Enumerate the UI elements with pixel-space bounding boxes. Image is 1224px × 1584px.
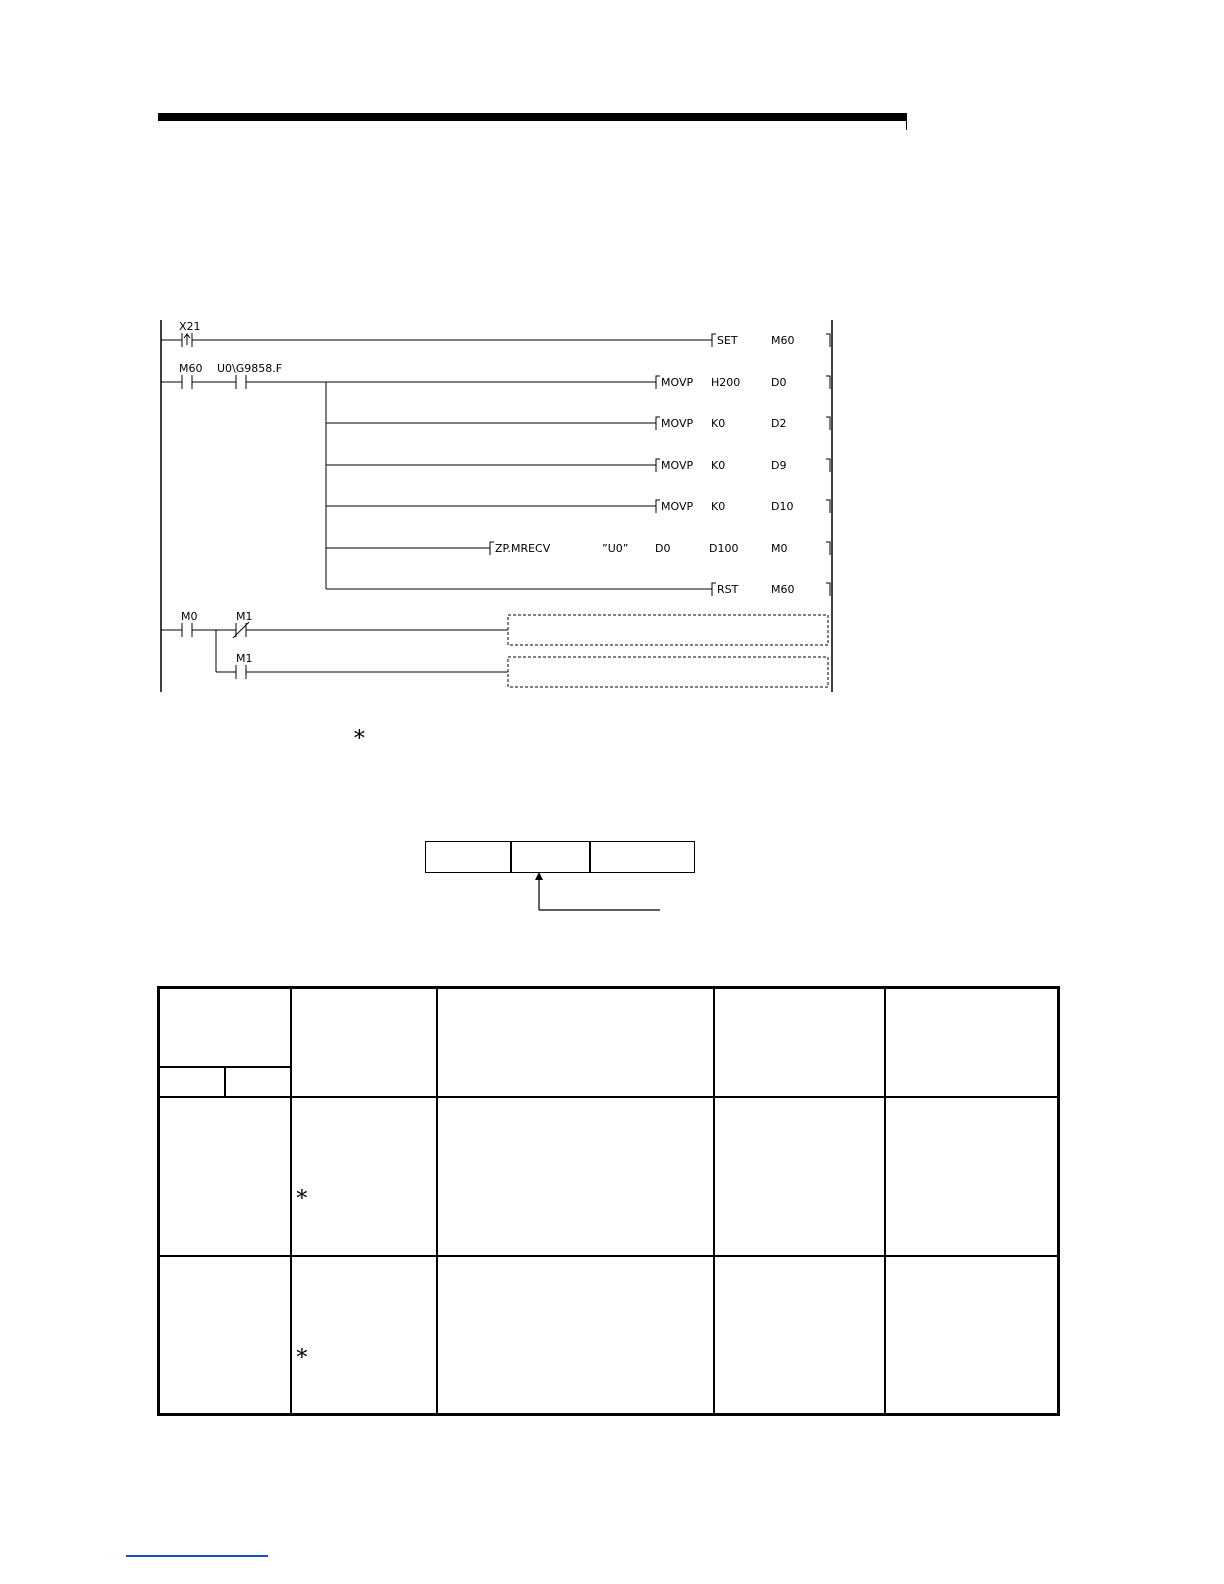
instr-arg: D0 [655,542,671,555]
instr-arg: H200 [711,376,741,389]
instr-arg: D9 [771,459,787,472]
m0-label: M0 [181,610,198,623]
note-asterisk: ∗ [352,722,367,747]
x21-label: X21 [179,320,201,333]
m1-nc-label: M1 [236,610,253,623]
dashed-output-box-2 [508,657,828,687]
dashed-output-box-1 [508,615,828,645]
table-header-row [159,988,1059,1098]
u0-g9858-label: U0\G9858.F [217,362,283,375]
instr-arg: K0 [711,500,726,513]
instruction-movp-d10 [656,500,830,513]
pointer-arrow [530,870,665,915]
table-cell [885,1097,1059,1256]
instruction-movp-d9 [656,459,830,472]
m1-no-label: M1 [236,652,253,665]
instr-arg: D0 [771,376,787,389]
table-cell [714,1097,885,1256]
header-cell [159,988,291,1098]
instr-arg: D2 [771,417,787,430]
header-subcell-right [224,1066,290,1096]
instr-op: RST [717,583,739,596]
segment-divider-1 [510,842,512,872]
table-cell [885,1256,1059,1415]
table-row [159,1097,1059,1256]
table-cell [291,1256,437,1415]
ladder-diagram [150,310,840,695]
row2-asterisk: ∗ [294,1340,310,1366]
instr-op: ZP.MRECV [495,542,551,555]
instr-op: MOVP [661,417,694,430]
instr-arg: K0 [711,417,726,430]
rung-2 [161,362,712,589]
instr-arg: D100 [709,542,739,555]
table-cell [437,1256,714,1415]
instr-op: SET [717,334,738,347]
header-subcell-left [160,1066,226,1096]
table-cell [437,1097,714,1256]
instr-arg: K0 [711,459,726,472]
instr-op: MOVP [661,459,694,472]
instr-arg: D10 [771,500,794,513]
rung-3 [161,610,828,687]
instruction-movp-h200 [656,376,830,389]
instr-arg: M60 [771,583,795,596]
instruction-rst [712,583,830,596]
spec-table [157,986,1060,1416]
instr-arg: M60 [771,334,795,347]
header-cell [885,988,1059,1098]
instruction-movp-d2 [656,417,830,430]
header-cell [437,988,714,1098]
instruction-set [712,334,830,347]
instr-op: MOVP [661,500,694,513]
row1-asterisk: ∗ [294,1182,310,1207]
header-rule-tick [906,121,907,130]
instr-arg: ”U0” [602,542,629,555]
footer-link-underline[interactable] [126,1555,268,1557]
m60-label: M60 [179,362,203,375]
table-row [159,1256,1059,1415]
header-rule [158,113,907,121]
instr-op: MOVP [661,376,694,389]
table-cell [159,1097,291,1256]
table-cell [291,1097,437,1256]
rung-1 [161,320,712,347]
table-cell [714,1256,885,1415]
table-cell [159,1256,291,1415]
instr-arg: M0 [771,542,788,555]
instruction-zp-mrecv [490,542,830,555]
segment-box [425,841,695,873]
header-cell [714,988,885,1098]
header-cell [291,988,437,1098]
segment-divider-2 [589,842,591,872]
